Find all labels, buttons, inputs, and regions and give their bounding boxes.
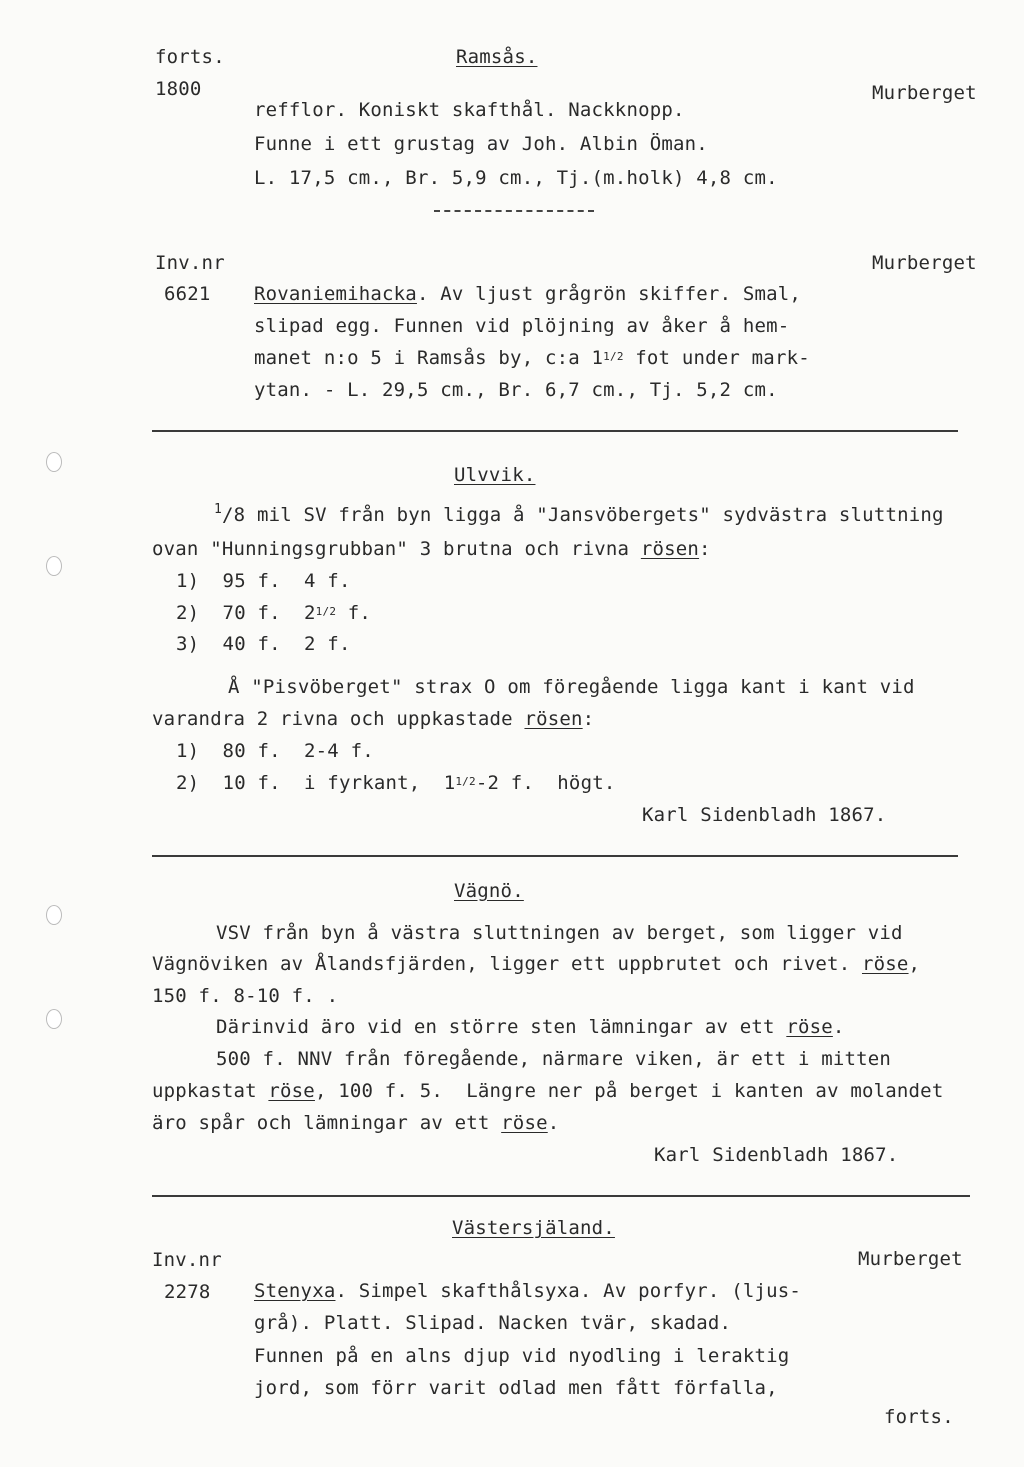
inv-label: Inv.nr <box>152 1249 222 1271</box>
ulvvik-line: varandra 2 rivna och uppkastade rösen: <box>152 708 595 730</box>
signature: Karl Sidenbladh 1867. <box>654 1144 899 1166</box>
ulvvik-line: Å "Pisvöberget" strax O om föregående ligga kant i kant vid <box>228 676 915 698</box>
vagno-line: 500 f. NNV från föregående, närmare viken, är ett i mitten <box>216 1048 892 1070</box>
measurement-item: 2) 70 f. $2^{1/2}$ f. <box>176 602 372 624</box>
entry2-line: slipad egg. Funnen vid plöjning av åker å hem- <box>254 315 790 337</box>
entry1-line: Funne i ett grustag av Joh. Albin Öman. <box>254 133 708 155</box>
ulvvik-line: ovan "Hunningsgrubban" 3 brutna och rivna rösen: <box>152 538 711 560</box>
inv-number: 2278 <box>164 1281 211 1303</box>
place-heading: Ramsås. <box>456 46 538 68</box>
vagno-line: Därinvid äro vid en större sten lämningar av ett röse. <box>216 1016 845 1038</box>
vagno-line: äro spår och lämningar av ett röse. <box>152 1112 560 1134</box>
inv-label: Inv.nr <box>155 252 225 274</box>
binder-hole <box>46 1009 62 1029</box>
section-divider <box>152 1195 970 1197</box>
entry2-line: Rovaniemihacka. Av ljust grågrön skiffer. Smal, <box>254 283 802 305</box>
year: 1800 <box>155 78 202 100</box>
entry-line: grå). Platt. Slipad. Nacken tvär, skadad. <box>254 1312 732 1334</box>
object-title: Rovaniemihacka <box>254 283 417 305</box>
entry2-line: ytan. - L. 29,5 cm., Br. 6,7 cm., Tj. 5,2 cm. <box>254 379 778 401</box>
inv-number: 6621 <box>164 283 211 305</box>
entry-line: Funnen på en alns djup vid nyodling i leraktig <box>254 1345 790 1367</box>
ulvvik-line: $^1$/8 mil SV från byn ligga å "Jansvöbergets" sydvästra sluttning <box>214 502 944 526</box>
place-heading: Vägnö. <box>454 880 524 902</box>
vagno-line: uppkastat röse, 100 f. 5. Längre ner på berget i kanten av molandet <box>152 1080 944 1102</box>
forts-bottom: forts. <box>884 1406 954 1428</box>
section-divider <box>152 430 958 432</box>
dashed-separator <box>434 210 594 212</box>
place-heading: Ulvvik. <box>454 464 536 486</box>
museum-label: Murberget <box>872 252 977 274</box>
measurement-item: 3) 40 f. 2 f. <box>176 633 351 655</box>
vagno-line: VSV från byn å västra sluttningen av berget, som ligger vid <box>216 922 903 944</box>
binder-hole <box>46 905 62 925</box>
binder-hole <box>46 556 62 576</box>
measurement-item: 1) 80 f. 2-4 f. <box>176 740 374 762</box>
measurement-item: 1) 95 f. 4 f. <box>176 570 351 592</box>
measurement-item: 2) 10 f. i fyrkant, $1^{1/2}-2$ f. högt. <box>176 772 616 794</box>
section-divider <box>152 855 958 857</box>
museum-label: Murberget <box>858 1248 963 1270</box>
entry2-line: manet n:o 5 i Ramsås by, c:a $1^{1/2}$ fot under mark- <box>254 347 810 369</box>
binder-hole <box>46 452 62 472</box>
entry1-line: L. 17,5 cm., Br. 5,9 cm., Tj.(m.holk) 4,8 cm. <box>254 167 778 189</box>
entry-line: jord, som förr varit odlad men fått förfalla, <box>254 1377 778 1399</box>
signature: Karl Sidenbladh 1867. <box>642 804 887 826</box>
forts-top: forts. <box>155 46 225 68</box>
vagno-line: 150 f. 8-10 f. . <box>152 985 339 1007</box>
entry1-line: refflor. Koniskt skafthål. Nackknopp. <box>254 99 685 121</box>
museum-label: Murberget <box>872 82 977 104</box>
vagno-line: Vägnöviken av Ålandsfjärden, ligger ett uppbrutet och rivet. röse, <box>152 953 921 975</box>
entry-line: Stenyxa. Simpel skafthålsyxa. Av porfyr. (ljus- <box>254 1280 802 1302</box>
object-title: Stenyxa <box>254 1280 336 1302</box>
place-heading: Västersjäland. <box>452 1217 615 1239</box>
